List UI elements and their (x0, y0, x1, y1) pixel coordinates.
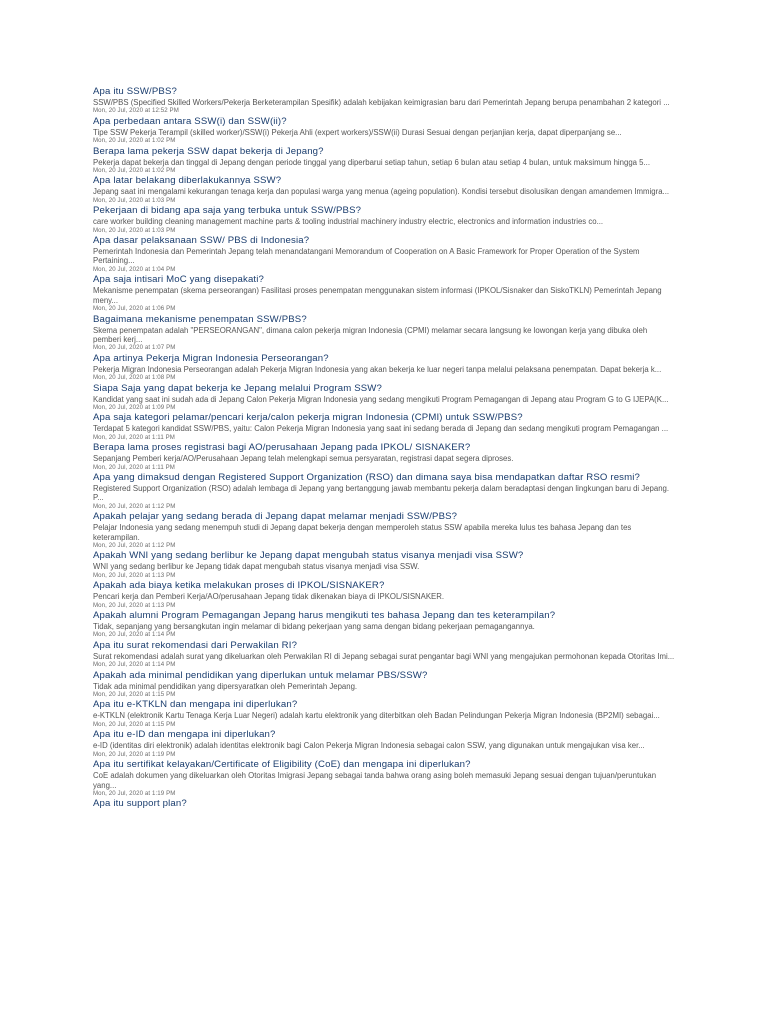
faq-snippet: Terdapat 5 kategori kandidat SSW/PBS, yaitu: Calon Pekerja Migran Indonesia yang saat ini sedang berada di Jepang dan sedang mengikuti program Pemagangan ... (93, 424, 669, 434)
faq-question-link[interactable]: Apakah WNI yang sedang berlibur ke Jepang dapat mengubah status visanya menjadi visa SSW? (93, 550, 524, 562)
faq-snippet: Jepang saat ini mengalami kekurangan tenaga kerja dan populasi warga yang menua (ageing population). Kondisi tersebut disolusikan dengan amandemen Immigra... (93, 187, 670, 197)
faq-snippet: CoE adalah dokumen yang dikeluarkan oleh Otoritas Imigrasi Jepang sebagai tanda bahwa orang asing boleh memasuki Jepang sesuai dengan tujuan/peruntukan yang... (93, 771, 657, 790)
faq-question-link[interactable]: Apa itu SSW/PBS? (93, 86, 177, 97)
faq-snippet: Pemerintah Indonesia dan Pemerintah Jepang telah menandatangani Memorandum of Cooperation on A Basic Framework for Proper Operation of the System Pertaining... (93, 247, 640, 266)
faq-snippet: care worker building cleaning management machine parts & tooling industrial machinery industry electric, electronics and information industries co... (93, 217, 604, 227)
faq-item (93, 798, 675, 810)
faq-date: Mon, 20 Jul, 2020 at 1:15 PM (93, 720, 176, 728)
faq-item (93, 640, 675, 670)
faq-item (93, 472, 675, 511)
faq-date: Mon, 20 Jul, 2020 at 1:09 PM (93, 403, 176, 411)
faq-snippet: Surat rekomendasi adalah surat yang dikeluarkan oleh Perwakilan RI di Jepang sebagai surat pengantar bagi WNI yang mengajukan permohonan kepada Otoritas Imi... (93, 651, 675, 661)
faq-snippet: Tipe SSW Pekerja Terampil (skilled worker)/SSW(i) Pekerja Ahli (expert workers)/SSW(ii) Durasi Sesuai dengan perjanjian kerja, dapat diperpanjang se... (93, 127, 622, 137)
faq-item (93, 146, 675, 176)
faq-item (93, 274, 675, 313)
faq-date: Mon, 20 Jul, 2020 at 1:19 PM (93, 789, 176, 797)
faq-snippet: Pekerja dapat bekerja dan tinggal di Jepang dengan periode tinggal yang diperbarui setiap tahun, setiap 6 bulan atau setiap 4 bulan, untuk maksimum hingga 5... (93, 157, 650, 167)
faq-question-link[interactable]: Siapa Saja yang dapat bekerja ke Jepang melalui Program SSW? (93, 382, 382, 394)
faq-snippet: Pekerja Migran Indonesia Perseorangan adalah Pekerja Migran Indonesia yang akan bekerja ke luar negeri tanpa melalui pelaksana penempatan. Dapat bekerja k... (93, 364, 662, 374)
faq-item (93, 86, 675, 116)
faq-date: Mon, 20 Jul, 2020 at 1:03 PM (93, 226, 176, 234)
faq-date: Mon, 20 Jul, 2020 at 1:03 PM (93, 196, 176, 204)
faq-question-link[interactable]: Apa saja intisari MoC yang disepakati? (93, 274, 265, 286)
faq-item (93, 550, 675, 580)
faq-date: Mon, 20 Jul, 2020 at 1:07 PM (93, 344, 176, 352)
faq-item (93, 729, 675, 759)
faq-item (93, 511, 675, 550)
faq-question-link[interactable]: Apa perbedaan antara SSW(i) dan SSW(ii)? (93, 115, 287, 127)
faq-question-link[interactable]: Apakah pelajar yang sedang berada di Jepang dapat melamar menjadi SSW/PBS? (93, 511, 458, 523)
faq-date: Mon, 20 Jul, 2020 at 1:12 PM (93, 502, 176, 510)
faq-date: Mon, 20 Jul, 2020 at 1:15 PM (93, 691, 176, 699)
faq-question-link[interactable]: Apakah alumni Program Pemagangan Jepang harus mengikuti tes bahasa Jepang dan tes keterampilan? (93, 610, 556, 622)
faq-date: Mon, 20 Jul, 2020 at 1:19 PM (93, 750, 176, 758)
faq-question-link[interactable]: Apa yang dimaksud dengan Registered Support Organization (RSO) dan dimana saya bisa mendapatkan daftar RSO resmi? (93, 471, 641, 483)
faq-snippet: Mekanisme penempatan (skema perseorangan) Fasilitasi proses penempatan menggunakan sistem informasi (IPKOL/Sisnaker dan SiskoTKLN) Pemerintah Jepang meny... (93, 286, 662, 305)
faq-date: Mon, 20 Jul, 2020 at 1:04 PM (93, 265, 176, 273)
faq-question-link[interactable]: Apa saja kategori pelamar/pencari kerja/calon pekerja migran Indonesia (CPMI) untuk SSW/PBS? (93, 412, 523, 424)
faq-date: Mon, 20 Jul, 2020 at 1:12 PM (93, 542, 176, 549)
faq-snippet: Tidak ada minimal pendidikan yang dipersyaratkan oleh Pemerintah Jepang. (93, 681, 358, 691)
faq-question-link[interactable]: Apa itu e-KTKLN dan mengapa ini diperlukan? (93, 699, 298, 711)
faq-item (93, 175, 675, 205)
faq-item (93, 353, 675, 383)
faq-snippet: Kandidat yang saat ini sudah ada di Jepang Calon Pekerja Migran Indonesia yang sedang mengikuti Program Pemagangan di Jepang atau Program G to G IJEPA(K... (93, 394, 669, 404)
faq-question-link[interactable]: Apa itu support plan? (93, 798, 187, 810)
faq-item (93, 580, 675, 610)
faq-item (93, 412, 675, 442)
faq-date: Mon, 20 Jul, 2020 at 1:13 PM (93, 601, 176, 609)
faq-snippet: WNI yang sedang berlibur ke Jepang tidak dapat mengubah status visanya menjadi visa SSW. (93, 562, 420, 572)
faq-item (93, 670, 675, 700)
faq-question-link[interactable]: Apa itu e-ID dan mengapa ini diperlukan? (93, 729, 276, 741)
faq-snippet: Pencari kerja dan Pemberi Kerja/AO/perusahaan Jepang tidak dikenakan biaya di IPKOL/SISNAKER. (93, 592, 445, 602)
faq-date: Mon, 20 Jul, 2020 at 1:02 PM (93, 167, 176, 175)
faq-question-link[interactable]: Apa itu surat rekomendasi dari Perwakilan RI? (93, 639, 298, 651)
faq-question-link[interactable]: Berapa lama pekerja SSW dapat bekerja di Jepang? (93, 145, 324, 157)
faq-date: Mon, 20 Jul, 2020 at 1:14 PM (93, 631, 176, 639)
faq-snippet: Skema penempatan adalah "PERSEORANGAN", dimana calon pekerja migran Indonesia (CPMI) melamar secara langsung ke lowongan kerja yang dibuka oleh pemberi kerj... (93, 325, 648, 344)
faq-snippet: SSW/PBS (Specified Skilled Workers/Pekerja Berketerampilan Spesifik) adalah kebijakan keimigrasian baru dari Pemerintah Jepang berupa penambahan 2 kategori ... (93, 98, 670, 107)
faq-snippet: e-ID (identitas diri elektronik) adalah identitas elektronik bagi Calon Pekerja Migran Indonesia sebagai calon SSW, yang digunakan untuk mengajukan visa ker... (93, 741, 645, 751)
faq-question-link[interactable]: Apa itu sertifikat kelayakan/Certificate of Eligibility (CoE) dan mengapa ini diperlukan? (93, 759, 471, 771)
faq-question-link[interactable]: Apakah ada minimal pendidikan yang diperlukan untuk melamar PBS/SSW? (93, 669, 428, 681)
faq-date: Mon, 20 Jul, 2020 at 1:11 PM (93, 463, 175, 471)
faq-date: Mon, 20 Jul, 2020 at 12:52 PM (93, 107, 179, 115)
faq-item (93, 699, 675, 729)
faq-date: Mon, 20 Jul, 2020 at 1:11 PM (93, 433, 175, 441)
faq-snippet: Sepanjang Pemberi kerja/AO/Perusahaan Jepang telah melengkapi semua persyaratan, registrasi dapat segera diproses. (93, 454, 514, 464)
faq-question-link[interactable]: Pekerjaan di bidang apa saja yang terbuka untuk SSW/PBS? (93, 205, 362, 217)
faq-question-link[interactable]: Apa latar belakang diberlakukannya SSW? (93, 175, 282, 187)
faq-date: Mon, 20 Jul, 2020 at 1:08 PM (93, 374, 176, 382)
faq-date: Mon, 20 Jul, 2020 at 1:13 PM (93, 571, 176, 579)
faq-snippet: Tidak, sepanjang yang bersangkutan ingin melamar di bidang pekerjaan yang sama dengan bidang pekerjaan pemagangannya. (93, 622, 535, 632)
faq-snippet: e-KTKLN (elektronik Kartu Tenaga Kerja Luar Negeri) adalah kartu elektronik yang diterbitkan oleh Badan Pelindungan Pekerja Migran Indonesia (BP2MI) sebagai... (93, 711, 660, 721)
faq-question-link[interactable]: Berapa lama proses registrasi bagi AO/perusahaan Jepang pada IPKOL/ SISNAKER? (93, 442, 471, 454)
faq-item (93, 610, 675, 640)
faq-date: Mon, 20 Jul, 2020 at 1:06 PM (93, 305, 176, 313)
faq-item (93, 759, 675, 798)
faq-question-link[interactable]: Apa dasar pelaksanaan SSW/ PBS di Indonesia? (93, 235, 310, 247)
faq-item (93, 442, 675, 472)
faq-snippet: Registered Support Organization (RSO) adalah lembaga di Jepang yang bertanggung jawab membantu pekerja dalam beradaptasi dengan lingkungan baru di Jepang. P... (93, 483, 670, 503)
faq-question-link[interactable]: Apakah ada biaya ketika melakukan proses di IPKOL/SISNAKER? (93, 580, 385, 592)
faq-snippet: Pelajar Indonesia yang sedang menempuh studi di Jepang dapat bekerja dengan memperoleh status SSW apabila mereka lulus tes bahasa Jepang dan tes keterampilan. (93, 523, 632, 542)
faq-item (93, 205, 675, 235)
faq-item (93, 235, 675, 274)
faq-item (93, 116, 675, 146)
faq-item (93, 314, 675, 353)
faq-item (93, 383, 675, 413)
faq-date: Mon, 20 Jul, 2020 at 1:14 PM (93, 661, 176, 669)
faq-question-link[interactable]: Apa artinya Pekerja Migran Indonesia Perseorangan? (93, 352, 329, 364)
faq-question-link[interactable]: Bagaimana mekanisme penempatan SSW/PBS? (93, 313, 307, 325)
faq-list (93, 86, 675, 810)
faq-date: Mon, 20 Jul, 2020 at 1:02 PM (93, 137, 176, 145)
